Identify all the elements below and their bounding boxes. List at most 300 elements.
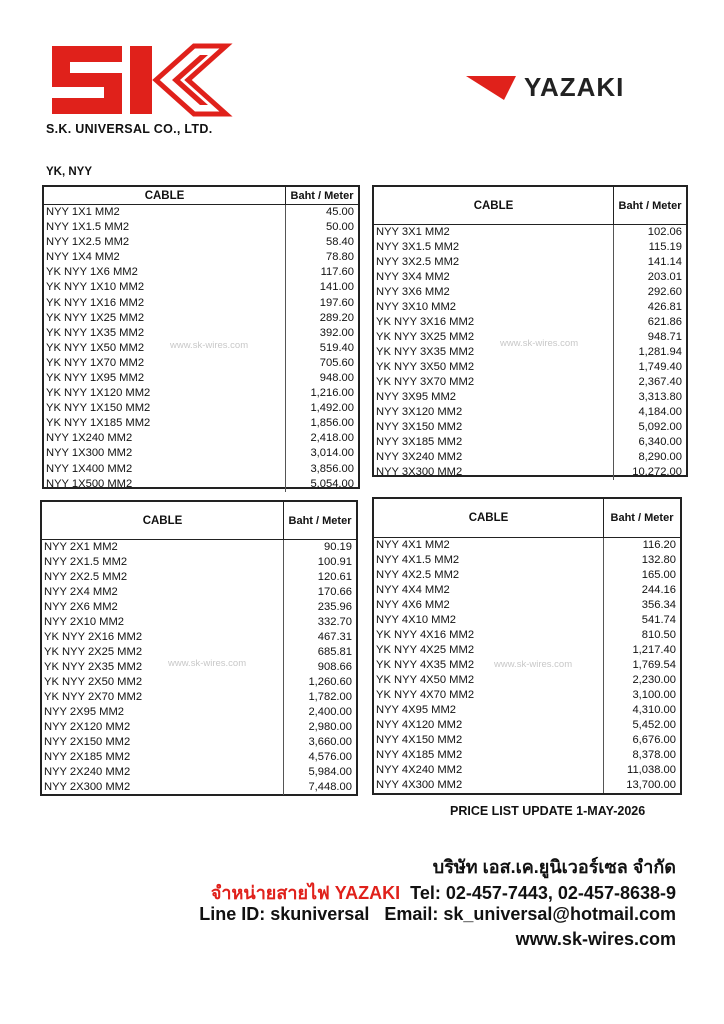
cable-name: NYY 3X120 MM2 <box>376 406 463 418</box>
table-row <box>42 675 283 690</box>
table-row <box>284 765 356 780</box>
cable-price: 4,184.00 <box>638 405 682 418</box>
table-row <box>42 750 283 765</box>
cable-name: NYY 3X6 MM2 <box>376 286 450 298</box>
table-row <box>614 300 686 315</box>
cable-price: 467.31 <box>317 630 352 643</box>
table-header-cable: CABLE <box>374 499 604 537</box>
price-table-3-core <box>372 185 688 477</box>
cable-name: NYY 3X185 MM2 <box>376 436 463 448</box>
cable-price: 5,092.00 <box>638 420 682 433</box>
cable-price: 6,340.00 <box>638 435 682 448</box>
table-row <box>374 628 603 643</box>
cable-name: YK NYY 3X35 MM2 <box>376 346 475 358</box>
cable-name: YK NYY 3X25 MM2 <box>376 331 475 343</box>
section-label: YK, NYY <box>46 166 93 178</box>
cable-column <box>42 540 284 795</box>
table-row <box>286 265 358 280</box>
table-row <box>286 250 358 265</box>
table-row <box>374 613 603 628</box>
table-body <box>374 225 686 480</box>
cable-name: NYY 4X120 MM2 <box>376 719 463 731</box>
table-row <box>286 326 358 341</box>
cable-price: 244.16 <box>641 583 676 596</box>
cable-name: NYY 2X150 MM2 <box>44 736 131 748</box>
table-row <box>374 718 603 733</box>
table-row <box>374 360 613 375</box>
table-row <box>604 763 680 778</box>
table-row <box>374 583 603 598</box>
cable-name: NYY 2X185 MM2 <box>44 751 131 763</box>
table-row <box>374 703 603 718</box>
table-row <box>614 240 686 255</box>
cable-price: 3,660.00 <box>308 735 352 748</box>
cable-price: 2,400.00 <box>308 705 352 718</box>
table-row <box>42 615 283 630</box>
table-row <box>604 748 680 763</box>
table-row <box>374 225 613 240</box>
table-row <box>374 285 613 300</box>
table-row <box>44 265 285 280</box>
table-row <box>604 643 680 658</box>
watermark: www.sk-wires.com <box>170 340 249 351</box>
table-row <box>284 615 356 630</box>
cable-name: NYY 3X10 MM2 <box>376 301 457 313</box>
table-row <box>284 585 356 600</box>
watermark: www.sk-wires.com <box>168 658 247 669</box>
line-id-text: Line ID: skuniversal <box>199 904 370 924</box>
table-row <box>374 748 603 763</box>
yazaki-brand-text: YAZAKI <box>524 72 625 102</box>
cable-name: NYY 3X150 MM2 <box>376 421 463 433</box>
cable-price: 115.19 <box>648 240 682 253</box>
cable-price: 8,290.00 <box>638 450 682 463</box>
table-row <box>374 420 613 435</box>
thai-company-name: บริษัท เอส.เค.ยูนิเวอร์เซล จำกัด <box>432 857 676 877</box>
cable-name: NYY 2X2.5 MM2 <box>44 571 128 583</box>
cable-price: 3,313.80 <box>638 390 682 403</box>
table-row <box>44 356 285 371</box>
table-row <box>284 780 356 795</box>
table-header-cable: CABLE <box>42 502 284 539</box>
price-table-4-core <box>372 497 682 795</box>
table-row <box>286 235 358 250</box>
table-row <box>374 270 613 285</box>
table-row <box>604 718 680 733</box>
table-row <box>42 630 283 645</box>
sk-logo-icon <box>44 40 234 120</box>
cable-name: YK NYY 1X25 MM2 <box>46 312 145 324</box>
yazaki-logo <box>466 70 666 104</box>
table-header-price: Baht / Meter <box>288 514 352 527</box>
table-row <box>284 555 356 570</box>
price-column <box>614 225 686 480</box>
cable-price: 948.71 <box>647 330 682 343</box>
cable-price: 1,782.00 <box>308 690 352 703</box>
price-column <box>284 540 356 795</box>
cable-price: 102.06 <box>647 225 682 238</box>
table-row <box>614 450 686 465</box>
watermark: www.sk-wires.com <box>494 659 573 670</box>
table-row <box>604 583 680 598</box>
cable-price: 948.00 <box>319 371 354 384</box>
cable-name: YK NYY 1X6 MM2 <box>46 267 138 279</box>
cable-price: 197.60 <box>319 296 354 309</box>
table-row <box>604 658 680 673</box>
cable-name: NYY 2X4 MM2 <box>44 586 118 598</box>
table-row <box>284 540 356 555</box>
price-table-1-core <box>42 185 360 489</box>
cable-name: NYY 3X95 MM2 <box>376 391 457 403</box>
cable-name: NYY 3X300 MM2 <box>376 466 463 478</box>
table-row <box>374 733 603 748</box>
table-row <box>374 553 603 568</box>
table-row <box>604 538 680 553</box>
table-row <box>44 205 285 220</box>
table-row <box>284 660 356 675</box>
table-row <box>44 235 285 250</box>
cable-name: YK NYY 2X50 MM2 <box>44 676 143 688</box>
table-row <box>374 688 603 703</box>
table-row <box>374 255 613 270</box>
table-row <box>284 750 356 765</box>
company-name: S.K. UNIVERSAL CO., LTD. <box>46 122 213 136</box>
table-row <box>284 690 356 705</box>
cable-price: 392.00 <box>319 326 354 339</box>
cable-price: 1,492.00 <box>310 402 354 415</box>
price-column <box>604 538 680 793</box>
contact-line-2 <box>199 904 676 925</box>
cable-name: NYY 4X2.5 MM2 <box>376 569 460 581</box>
cable-price: 90.19 <box>324 540 352 553</box>
cable-price: 685.81 <box>317 645 352 658</box>
cable-name: YK NYY 1X16 MM2 <box>46 297 145 309</box>
table-row <box>374 240 613 255</box>
cable-name: NYY 2X1 MM2 <box>44 541 118 553</box>
table-row <box>604 553 680 568</box>
table-row <box>44 311 285 326</box>
cable-name: YK NYY 2X70 MM2 <box>44 691 143 703</box>
table-row <box>614 285 686 300</box>
cable-name: NYY 2X6 MM2 <box>44 601 118 613</box>
table-row <box>286 311 358 326</box>
table-row <box>286 296 358 311</box>
table-row <box>604 613 680 628</box>
table-row <box>42 570 283 585</box>
cable-price: 165.00 <box>641 568 676 581</box>
cable-name: YK NYY 1X120 MM2 <box>46 388 151 400</box>
table-row <box>604 568 680 583</box>
cable-name: YK NYY 1X10 MM2 <box>46 282 145 294</box>
cable-price: 2,230.00 <box>632 673 676 686</box>
cable-name: NYY 4X6 MM2 <box>376 599 450 611</box>
cable-name: NYY 1X1 MM2 <box>46 206 120 218</box>
cable-name: YK NYY 2X25 MM2 <box>44 646 143 658</box>
table-row <box>284 735 356 750</box>
cable-name: NYY 1X240 MM2 <box>46 433 133 445</box>
table-row <box>614 420 686 435</box>
table-row <box>44 477 285 492</box>
cable-name: NYY 3X1.5 MM2 <box>376 241 460 253</box>
table-row <box>42 540 283 555</box>
cable-name: YK NYY 1X35 MM2 <box>46 327 145 339</box>
table-row <box>44 371 285 386</box>
table-row <box>614 345 686 360</box>
cable-column <box>374 225 614 480</box>
table-row <box>284 600 356 615</box>
table-row <box>614 405 686 420</box>
table-row <box>286 416 358 431</box>
table-row <box>374 405 613 420</box>
email-text: Email: sk_universal@hotmail.com <box>384 904 676 924</box>
table-row <box>374 538 603 553</box>
cable-name: YK NYY 3X16 MM2 <box>376 316 475 328</box>
cable-name: YK NYY 4X16 MM2 <box>376 629 475 641</box>
cable-name: NYY 2X240 MM2 <box>44 766 131 778</box>
table-row <box>44 296 285 311</box>
cable-name: YK NYY 1X150 MM2 <box>46 403 151 415</box>
cable-price: 50.00 <box>326 221 354 234</box>
cable-price: 1,749.40 <box>638 360 682 373</box>
cable-name: NYY 4X300 MM2 <box>376 779 463 791</box>
table-row <box>286 205 358 220</box>
price-list-update: PRICE LIST UPDATE 1-MAY-2026 <box>450 804 646 818</box>
cable-price: 908.66 <box>317 660 352 673</box>
cable-price: 170.66 <box>317 585 352 598</box>
table-row <box>44 220 285 235</box>
table-row <box>374 568 603 583</box>
table-row <box>374 390 613 405</box>
cable-price: 356.34 <box>641 598 676 611</box>
table-row <box>604 688 680 703</box>
table-row <box>284 630 356 645</box>
cable-price: 1,260.60 <box>308 675 352 688</box>
cable-price: 78.80 <box>326 251 354 264</box>
table-row <box>374 643 603 658</box>
cable-name: YK NYY 4X25 MM2 <box>376 644 475 656</box>
table-row <box>42 600 283 615</box>
cable-name: NYY 4X10 MM2 <box>376 614 457 626</box>
cable-price: 289.20 <box>319 311 354 324</box>
cable-price: 4,576.00 <box>308 750 352 763</box>
table-row <box>614 375 686 390</box>
table-header-price: Baht / Meter <box>610 512 674 524</box>
cable-name: YK NYY 4X50 MM2 <box>376 674 475 686</box>
cable-price: 541.74 <box>641 613 676 626</box>
cable-name: YK NYY 4X35 MM2 <box>376 659 475 671</box>
cable-name: NYY 4X240 MM2 <box>376 764 463 776</box>
table-row <box>42 660 283 675</box>
cable-price: 45.00 <box>326 205 354 218</box>
cable-name: NYY 4X1 MM2 <box>376 539 450 551</box>
cable-name: NYY 1X300 MM2 <box>46 448 133 460</box>
table-row <box>284 570 356 585</box>
cable-name: NYY 3X4 MM2 <box>376 271 450 283</box>
cable-price: 141.00 <box>319 281 354 294</box>
cable-name: NYY 4X150 MM2 <box>376 734 463 746</box>
table-row <box>42 690 283 705</box>
table-row <box>286 220 358 235</box>
contact-line-1 <box>211 878 676 907</box>
cable-name: YK NYY 3X50 MM2 <box>376 361 475 373</box>
table-row <box>614 225 686 240</box>
cable-name: NYY 4X95 MM2 <box>376 704 457 716</box>
table-header-price: Baht / Meter <box>618 199 682 212</box>
table-row <box>374 673 603 688</box>
cable-name: YK NYY 1X185 MM2 <box>46 418 151 430</box>
cable-price: 2,418.00 <box>310 432 354 445</box>
cable-price: 116.20 <box>642 538 676 551</box>
cable-price: 10,272.00 <box>632 465 682 478</box>
table-row <box>286 401 358 416</box>
price-table-2-core <box>40 500 358 796</box>
cable-price: 5,452.00 <box>632 718 676 731</box>
yazaki-mark-icon <box>466 70 520 104</box>
cable-price: 3,014.00 <box>310 447 354 460</box>
cable-price: 6,676.00 <box>632 733 676 746</box>
cable-name: NYY 4X185 MM2 <box>376 749 463 761</box>
table-row <box>374 435 613 450</box>
cable-name: NYY 1X400 MM2 <box>46 463 133 475</box>
cable-price: 2,980.00 <box>308 720 352 733</box>
table-row <box>286 462 358 477</box>
cable-name: NYY 2X120 MM2 <box>44 721 131 733</box>
cable-name: NYY 1X4 MM2 <box>46 252 120 264</box>
cable-name: NYY 2X95 MM2 <box>44 706 125 718</box>
table-row <box>42 555 283 570</box>
cable-price: 4,310.00 <box>632 703 676 716</box>
table-row <box>44 401 285 416</box>
website-link[interactable]: www.sk-wires.com <box>515 929 676 949</box>
table-row <box>42 765 283 780</box>
cable-name: NYY 2X10 MM2 <box>44 616 125 628</box>
cable-price: 1,769.54 <box>632 658 676 671</box>
table-row <box>374 778 603 793</box>
cable-price: 5,054.00 <box>310 477 354 490</box>
cable-price: 1,281.94 <box>638 345 682 358</box>
cable-price: 426.81 <box>647 300 682 313</box>
table-row <box>614 255 686 270</box>
table-row <box>44 250 285 265</box>
cable-price: 120.61 <box>317 570 352 583</box>
table-row <box>614 270 686 285</box>
table-row <box>44 416 285 431</box>
cable-name: NYY 1X2.5 MM2 <box>46 237 130 249</box>
price-column <box>286 205 358 492</box>
cable-price: 1,217.40 <box>632 643 676 656</box>
table-header-cable: CABLE <box>374 187 614 224</box>
table-row <box>374 450 613 465</box>
tel-text: Tel: 02-457-7443, 02-457-8638-9 <box>410 883 676 903</box>
cable-name: YK NYY 1X70 MM2 <box>46 357 145 369</box>
cable-name: NYY 1X500 MM2 <box>46 478 133 490</box>
table-row <box>374 375 613 390</box>
table-row <box>374 598 603 613</box>
cable-price: 100.91 <box>317 555 352 568</box>
table-row <box>44 462 285 477</box>
cable-column <box>44 205 286 492</box>
table-row <box>604 733 680 748</box>
table-row <box>44 280 285 295</box>
table-row <box>42 780 283 795</box>
cable-price: 519.40 <box>319 341 354 354</box>
table-row <box>604 778 680 793</box>
cable-price: 8,378.00 <box>632 748 676 761</box>
table-row <box>374 465 613 480</box>
table-row <box>614 435 686 450</box>
cable-price: 235.96 <box>317 600 352 613</box>
table-row <box>42 585 283 600</box>
cable-price: 58.40 <box>326 236 354 249</box>
table-row <box>614 465 686 480</box>
cable-price: 13,700.00 <box>626 778 676 791</box>
cable-price: 11,038.00 <box>627 763 676 776</box>
cable-name: YK NYY 1X95 MM2 <box>46 372 145 384</box>
table-row <box>286 431 358 446</box>
table-row <box>44 386 285 401</box>
cable-name: YK NYY 4X70 MM2 <box>376 689 475 701</box>
table-row <box>286 386 358 401</box>
cable-name: NYY 2X300 MM2 <box>44 781 131 793</box>
cable-price: 621.86 <box>647 315 682 328</box>
cable-name: YK NYY 2X35 MM2 <box>44 661 143 673</box>
cable-price: 1,216.00 <box>310 387 354 400</box>
cable-price: 332.70 <box>317 615 352 628</box>
table-row <box>284 705 356 720</box>
table-row <box>44 341 285 356</box>
table-row <box>286 280 358 295</box>
cable-price: 203.01 <box>647 270 682 283</box>
cable-price: 3,100.00 <box>632 688 676 701</box>
table-row <box>44 326 285 341</box>
cable-name: NYY 2X1.5 MM2 <box>44 556 128 568</box>
cable-name: NYY 3X240 MM2 <box>376 451 463 463</box>
cable-price: 2,367.40 <box>638 375 682 388</box>
table-row <box>614 330 686 345</box>
table-header-price: Baht / Meter <box>290 189 354 202</box>
cable-price: 5,984.00 <box>308 765 352 778</box>
cable-name: YK NYY 1X50 MM2 <box>46 342 145 354</box>
cable-name: NYY 3X1 MM2 <box>376 226 450 238</box>
table-row <box>374 763 603 778</box>
cable-price: 292.60 <box>647 285 682 298</box>
table-row <box>286 356 358 371</box>
table-row <box>286 447 358 462</box>
distributor-text: จำหน่ายสายไฟ YAZAKI <box>210 883 401 903</box>
cable-name: NYY 3X2.5 MM2 <box>376 256 460 268</box>
cable-name: YK NYY 3X70 MM2 <box>376 376 475 388</box>
cable-price: 132.80 <box>641 553 676 566</box>
table-row <box>604 598 680 613</box>
cable-price: 141.14 <box>647 255 682 268</box>
table-row <box>42 705 283 720</box>
cable-name: NYY 4X1.5 MM2 <box>376 554 460 566</box>
cable-price: 7,448.00 <box>308 780 352 793</box>
table-row <box>614 390 686 405</box>
table-row <box>42 735 283 750</box>
cable-price: 1,856.00 <box>310 417 354 430</box>
cable-price: 3,856.00 <box>310 462 354 475</box>
table-row <box>604 628 680 643</box>
table-row <box>286 371 358 386</box>
table-row <box>42 645 283 660</box>
table-row <box>374 300 613 315</box>
table-row <box>614 360 686 375</box>
table-row <box>284 720 356 735</box>
table-row <box>286 477 358 492</box>
table-row <box>284 675 356 690</box>
cable-name: YK NYY 2X16 MM2 <box>44 631 143 643</box>
